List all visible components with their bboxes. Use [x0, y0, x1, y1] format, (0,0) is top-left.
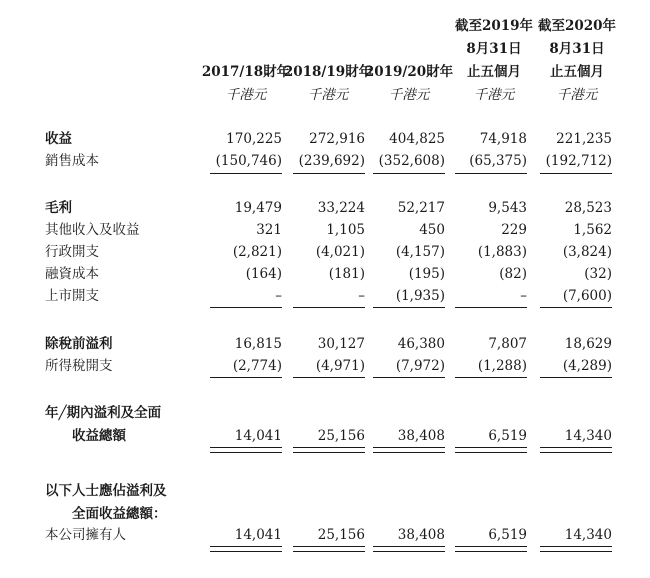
table-cell: 6,519: [488, 428, 527, 444]
table-cell: (2,774): [232, 358, 282, 374]
table-cell: 1,562: [573, 222, 612, 238]
table-cell: (3,824): [562, 244, 612, 260]
column-header: 2019/20財年: [364, 64, 454, 80]
row-label: 收益: [45, 131, 72, 147]
subtotal-rule: [455, 173, 527, 174]
table-cell: –: [520, 288, 527, 304]
table-cell: (1,935): [395, 288, 445, 304]
row-label: 收益總額: [72, 428, 126, 444]
table-cell: (181): [328, 266, 365, 282]
total-double-rule: [455, 551, 527, 552]
total-double-rule: [540, 447, 612, 448]
row-label: 融資成本: [45, 266, 99, 282]
total-double-rule: [293, 452, 365, 453]
total-double-rule: [540, 551, 612, 552]
table-cell: 33,224: [317, 200, 365, 216]
table-cell: (1,288): [477, 358, 527, 374]
row-label: 上市開支: [45, 288, 99, 304]
unit-label: 千港元: [225, 87, 267, 103]
table-cell: (82): [499, 266, 527, 282]
unit-label: 千港元: [556, 87, 598, 103]
table-cell: (7,600): [562, 288, 612, 304]
row-label: 以下人士應佔溢利及: [45, 483, 167, 499]
table-cell: 25,156: [317, 428, 365, 444]
table-cell: 14,041: [234, 527, 282, 543]
row-label: 行政開支: [45, 244, 99, 260]
table-cell: (4,289): [562, 358, 612, 374]
table-cell: 28,523: [564, 200, 612, 216]
table-cell: (1,883): [477, 244, 527, 260]
table-cell: –: [358, 288, 365, 304]
total-double-rule: [293, 447, 365, 448]
table-cell: 25,156: [317, 527, 365, 543]
table-cell: (164): [245, 266, 282, 282]
table-cell: (7,972): [395, 358, 445, 374]
subtotal-rule: [210, 377, 282, 378]
column-header: 截至2020年: [537, 18, 617, 34]
subtotal-rule: [455, 307, 527, 308]
total-double-rule: [210, 551, 282, 552]
table-cell: (195): [408, 266, 445, 282]
table-cell: (4,157): [395, 244, 445, 260]
column-header: 止五個月: [467, 64, 521, 80]
table-cell: 14,340: [564, 428, 612, 444]
row-label: 毛利: [45, 200, 72, 216]
total-double-rule: [455, 447, 527, 448]
row-label: 全面收益總額：: [72, 506, 167, 522]
table-cell: 7,807: [488, 336, 527, 352]
total-double-rule: [210, 447, 282, 448]
table-cell: 221,235: [556, 131, 612, 147]
subtotal-rule: [373, 173, 445, 174]
table-cell: 38,408: [397, 527, 445, 543]
subtotal-rule: [293, 307, 365, 308]
table-cell: 19,479: [234, 200, 282, 216]
subtotal-rule: [373, 377, 445, 378]
table-cell: –: [275, 288, 282, 304]
subtotal-rule: [210, 173, 282, 174]
table-cell: 9,543: [488, 200, 527, 216]
table-cell: 38,408: [397, 428, 445, 444]
unit-label: 千港元: [473, 87, 515, 103]
row-label: 除稅前溢利: [45, 336, 113, 352]
table-cell: 170,225: [226, 131, 282, 147]
total-double-rule: [455, 452, 527, 453]
row-label: 銷售成本: [45, 153, 99, 169]
column-header: 2018/19財年: [283, 64, 373, 80]
table-cell: 229: [501, 222, 527, 238]
unit-label: 千港元: [307, 87, 349, 103]
table-cell: 18,629: [564, 336, 612, 352]
table-cell: 404,825: [389, 131, 445, 147]
column-header: 2017/18財年: [201, 64, 291, 80]
column-header: 8月31日: [466, 41, 522, 57]
total-double-rule: [210, 546, 282, 547]
table-cell: (150,746): [215, 153, 282, 169]
table-cell: 14,041: [234, 428, 282, 444]
table-cell: (4,021): [315, 244, 365, 260]
total-double-rule: [293, 551, 365, 552]
table-cell: (2,821): [232, 244, 282, 260]
subtotal-rule: [455, 377, 527, 378]
column-header: 止五個月: [550, 64, 604, 80]
total-double-rule: [373, 546, 445, 547]
row-label: 其他收入及收益: [45, 222, 140, 238]
subtotal-rule: [293, 173, 365, 174]
row-label: 年╱期內溢利及全面: [45, 405, 162, 421]
subtotal-rule: [373, 307, 445, 308]
row-label: 本公司擁有人: [45, 527, 126, 543]
total-double-rule: [540, 546, 612, 547]
total-double-rule: [373, 551, 445, 552]
table-cell: 14,340: [564, 527, 612, 543]
table-cell: 1,105: [326, 222, 365, 238]
column-header: 8月31日: [549, 41, 605, 57]
total-double-rule: [373, 447, 445, 448]
column-header: 截至2019年: [454, 18, 534, 34]
total-double-rule: [373, 452, 445, 453]
table-cell: 6,519: [488, 527, 527, 543]
total-double-rule: [455, 546, 527, 547]
row-label: 所得稅開支: [45, 358, 113, 374]
subtotal-rule: [210, 307, 282, 308]
total-double-rule: [210, 452, 282, 453]
subtotal-rule: [540, 173, 612, 174]
table-cell: (192,712): [545, 153, 612, 169]
table-cell: 450: [419, 222, 445, 238]
table-cell: 321: [256, 222, 282, 238]
unit-label: 千港元: [388, 87, 430, 103]
subtotal-rule: [293, 377, 365, 378]
total-double-rule: [540, 452, 612, 453]
table-cell: 52,217: [397, 200, 445, 216]
table-cell: (352,608): [378, 153, 445, 169]
table-cell: 272,916: [309, 131, 365, 147]
table-cell: 74,918: [479, 131, 527, 147]
table-cell: 46,380: [397, 336, 445, 352]
table-cell: (32): [584, 266, 612, 282]
table-cell: 30,127: [317, 336, 365, 352]
table-cell: (4,971): [315, 358, 365, 374]
table-cell: (65,375): [469, 153, 527, 169]
subtotal-rule: [540, 307, 612, 308]
table-cell: 16,815: [234, 336, 282, 352]
subtotal-rule: [540, 377, 612, 378]
total-double-rule: [293, 546, 365, 547]
table-cell: (239,692): [298, 153, 365, 169]
